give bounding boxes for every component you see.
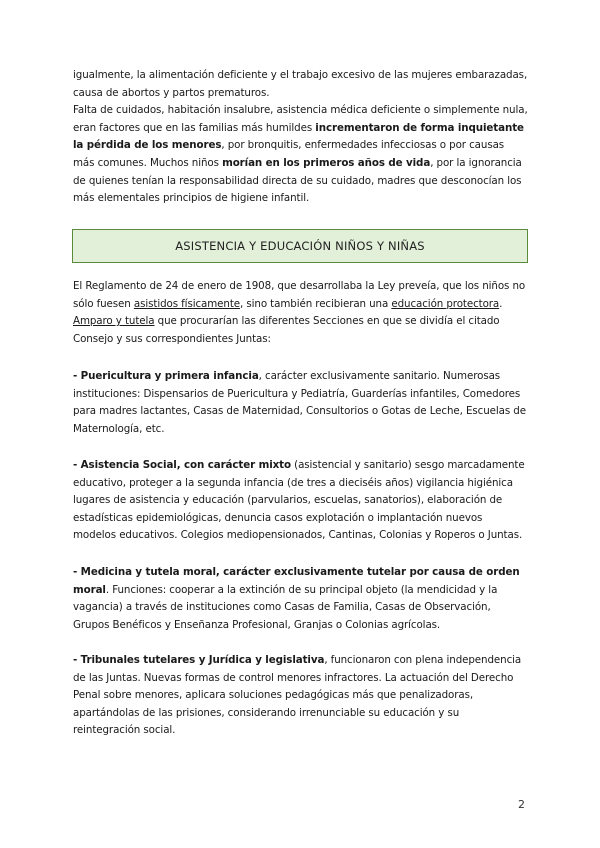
list-item — [73, 368, 528, 438]
intro-bold-1: incrementaron de forma inquietante la pérdida de los menores — [73, 121, 524, 152]
reglamento-text-d: que procurarían las diferentes Secciones en que se dividía el citado Consejo y sus correspondientes Juntas: — [73, 315, 500, 345]
list-item-text: , funcionaron con plena independencia de las Juntas. Nuevas formas de control menores infractores. La actuación del Derecho Penal sobre menores, aplicara soluciones pedagógicas más que penalizadoras, apartándolas de las prisiones, considerando irrenunciable su educación y su reintegración social. — [73, 654, 522, 737]
reglamento-underline-1: asistidos físicamente — [133, 297, 241, 310]
list-item-lead: - — [73, 654, 81, 666]
section-heading-box — [72, 229, 528, 263]
list-item-title: Asistencia Social, con carácter mixto — [80, 459, 291, 471]
intro-text-d: , por la ignorancia de quienes tenían la responsabilidad directa de su cuidado, madres que desconocían los más elementales principios de higiene infantil. — [73, 156, 522, 205]
list-item-lead: - — [73, 370, 81, 382]
list-item-title: Tribunales tutelares y Jurídica y legislativa — [80, 654, 325, 666]
list-item — [73, 457, 528, 545]
intro-paragraph — [73, 67, 528, 208]
intro-text-a: igualmente, la alimentación deficiente y el trabajo excesivo de las mujeres embarazadas, causa de abortos y partos prematuros. — [73, 69, 528, 99]
reglamento-underline-2: educación protectora — [391, 297, 500, 310]
list-item-title: Medicina y tutela moral, carácter exclusivamente tutelar por causa de orden moral — [73, 566, 520, 596]
intro-text-c: , por bronquitis, enfermedades infecciosas o por causas más comunes. Muchos niños — [73, 139, 505, 169]
page-number: 2 — [518, 798, 525, 811]
reglamento-underline-3: Amparo y tutela — [73, 315, 155, 328]
list-item-title: Puericultura y primera infancia — [80, 370, 259, 382]
intro-bold-2: morían en los primeros años de vida — [222, 156, 431, 169]
intro-text-b: Falta de cuidados, habitación insalubre, asistencia médica deficiente o simplemente nula, eran factores que en las familias más humildes — [73, 104, 528, 134]
reglamento-text-a: El Reglamento de 24 de enero de 1908, que desarrollaba la Ley preveía, que los niños no sólo fuesen — [73, 280, 526, 310]
reglamento-text-c: . — [499, 297, 503, 310]
list-item — [73, 652, 528, 740]
section-heading: ASISTENCIA Y EDUCACIÓN NIÑOS Y NIÑAS — [175, 239, 425, 253]
list-item-lead: - — [73, 566, 81, 578]
reglamento-paragraph — [73, 278, 528, 348]
list-item-text: . Funciones: cooperar a la extinción de su principal objeto (la mendicidad y la vagancia) a través de instituciones como Casas de Familia, Casas de Observación, Grupos Benéficos y Enseñanza Profesional, Granjas o Colonias agrícolas. — [73, 583, 498, 631]
list-item-lead: - — [73, 459, 81, 471]
reglamento-text-b: , sino también recibieran una — [240, 297, 392, 310]
list-item-text: , carácter exclusivamente sanitario. Numerosas instituciones: Dispensarios de Puericultura y Pediatría, Guarderías infantiles, Comedores para madres lactantes, Casas de Maternidad, Consultorios o Gotas de Leche, Escuelas de Maternología, etc. — [73, 370, 526, 435]
list-item — [73, 564, 528, 634]
list-item-text: (asistencial y sanitario) sesgo marcadamente educativo, proteger a la segunda infancia (de tres a dieciséis años) vigilancia higiénica lugares de asistencia y educación (parvularios, escuelas, sanatorios), elaboración de estadísticas epidemiológicas, denuncia casos explotación o implantación nuevos modelos educativos. Colegios mediopensionados, Cantinas, Colonias y Roperos o Juntas. — [73, 459, 525, 542]
